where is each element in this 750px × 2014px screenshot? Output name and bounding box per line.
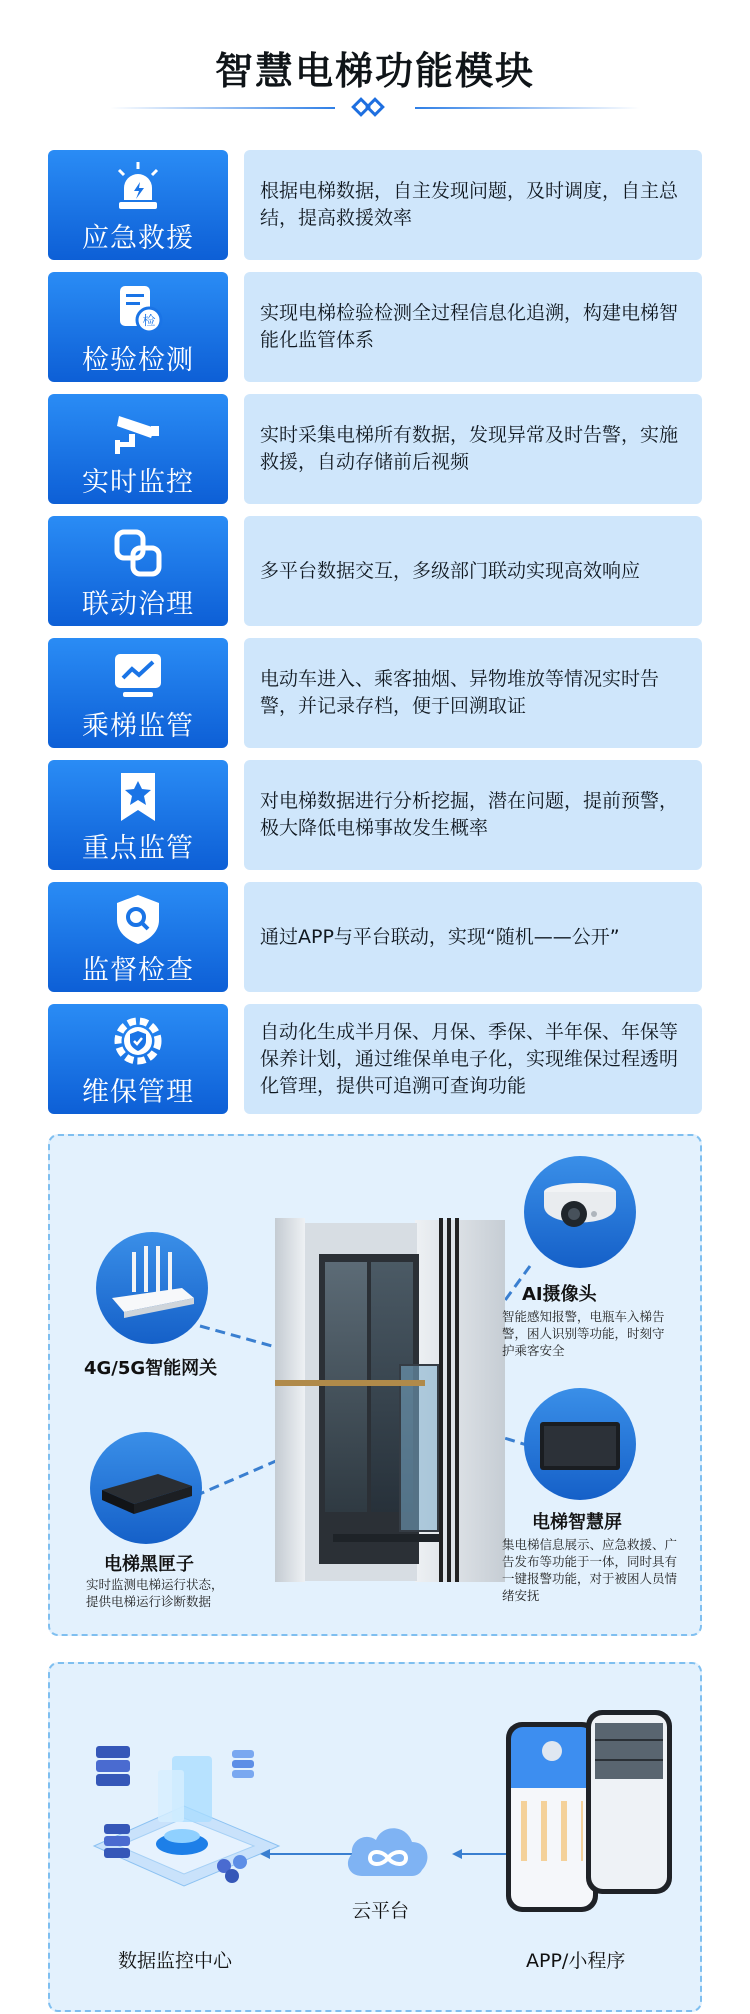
blackbox-label: 电梯黑匣子 (104, 1554, 194, 1575)
module-label: 监督检查 (82, 955, 194, 986)
search-icon (111, 892, 165, 946)
camera-label: AI摄像头 (522, 1284, 597, 1305)
cctv-camera-icon (111, 404, 165, 458)
module-tile[interactable] (48, 272, 228, 382)
module-tile[interactable] (48, 150, 228, 260)
page-title: 智慧电梯功能模块 (214, 49, 535, 93)
linkage-icon (111, 526, 165, 580)
module-tile[interactable] (48, 638, 228, 748)
blackbox-image (90, 1432, 202, 1544)
module-row-inspection-check[interactable] (48, 882, 702, 992)
gateway-label: 4G/5G智能网关 (84, 1358, 218, 1379)
module-description: 多平台数据交互，多级部门联动实现高效响应 (244, 516, 702, 626)
module-row-inspection[interactable] (48, 272, 702, 382)
module-label: 联动治理 (82, 589, 194, 620)
camera-description: 智能感知报警，电瓶车入梯告警，困人识别等功能，时刻守护乘客安全 (502, 1309, 665, 1358)
data-center-label: 数据监控中心 (118, 1950, 233, 1972)
module-tile[interactable] (48, 516, 228, 626)
module-description: 对电梯数据进行分析挖掘，潜在问题，提前预警，极大降低电梯事故发生概率 (244, 760, 702, 870)
module-label: 实时监控 (82, 467, 194, 498)
gateway-image (96, 1232, 208, 1344)
elevator-shaft-illustration (275, 1218, 505, 1582)
module-row-ride-supervision[interactable] (48, 638, 702, 748)
module-row-emergency-rescue[interactable] (48, 150, 702, 260)
black-box-device-icon (90, 1432, 202, 1544)
module-label: 重点监管 (82, 833, 194, 864)
star-bookmark-icon (111, 770, 165, 824)
app-phone-mockup (506, 1722, 598, 1912)
module-label: 检验检测 (82, 345, 194, 376)
module-label: 维保管理 (82, 1077, 194, 1108)
module-tile[interactable] (48, 882, 228, 992)
module-row-linkage[interactable] (48, 516, 702, 626)
svg-text:检: 检 (142, 314, 156, 329)
module-description: 实现电梯检验检测全过程信息化追溯，构建电梯智能化监管体系 (244, 272, 702, 382)
module-tile[interactable] (48, 760, 228, 870)
module-row-realtime-monitor[interactable] (48, 394, 702, 504)
app-label: APP/小程序 (526, 1950, 626, 1972)
smart-screen-label: 电梯智慧屏 (532, 1512, 622, 1533)
inspection-doc-icon (111, 282, 165, 336)
display-screen-icon (524, 1388, 636, 1500)
blackbox-description: 实时监测电梯运行状态，提供电梯运行诊断数据 (86, 1577, 224, 1609)
elevator-devices-panel (48, 1134, 702, 1636)
module-tile[interactable] (48, 1004, 228, 1114)
camera-image (524, 1156, 636, 1268)
title-divider (110, 96, 640, 120)
module-description: 电动车进入、乘客抽烟、异物堆放等情况实时告警，并记录存档，便于回溯取证 (244, 638, 702, 748)
module-description: 根据电梯数据，自主发现问题，及时调度，自主总结，提高救援效率 (244, 150, 702, 260)
smart-screen-image (524, 1388, 636, 1500)
dome-camera-icon (524, 1156, 636, 1268)
data-center-illustration (74, 1736, 304, 1906)
alarm-light-icon (111, 160, 165, 214)
module-description: 自动化生成半月保、月保、季保、半年保、年保等保养计划，通过维保单电子化，实现维保过程透明化管理，提供可追溯可查询功能 (244, 1004, 702, 1114)
module-label: 应急救援 (82, 223, 194, 254)
module-description: 通过APP与平台联动，实现“随机——公开” (244, 882, 702, 992)
module-row-maintenance[interactable] (48, 1004, 702, 1114)
module-label: 乘梯监管 (82, 711, 194, 742)
trend-monitor-icon (111, 648, 165, 702)
smart-screen-description: 集电梯信息展示、应急救援、广告发布等功能于一体，同时具有一键报警功能，对于被困人员情绪安抚 (502, 1537, 678, 1603)
cloud-platform-label: 云平台 (352, 1900, 410, 1922)
gear-shield-icon (111, 1014, 165, 1068)
app-phone-mockup-back (586, 1710, 672, 1894)
module-tile[interactable] (48, 394, 228, 504)
platform-panel (48, 1662, 702, 2012)
cloud-icon (340, 1814, 436, 1886)
router-icon (96, 1232, 208, 1344)
module-row-key-supervision[interactable] (48, 760, 702, 870)
module-description: 实时采集电梯所有数据，发现异常及时告警，实施救援，自动存储前后视频 (244, 394, 702, 504)
